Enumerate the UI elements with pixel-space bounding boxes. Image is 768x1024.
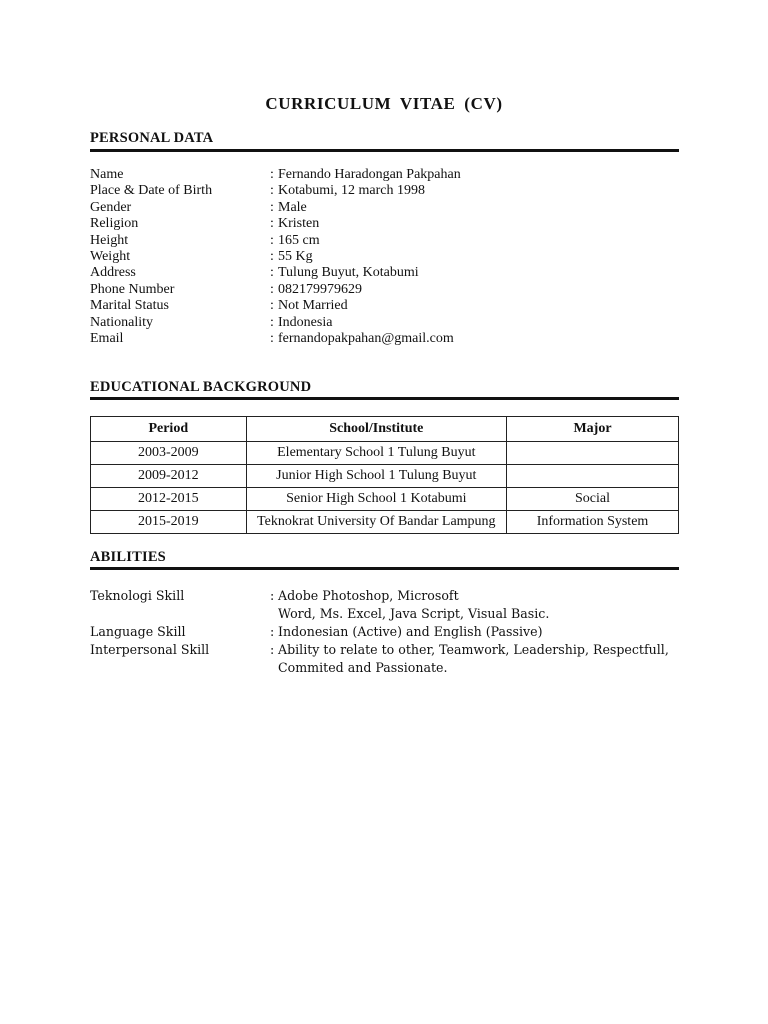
ability-value: Indonesian (Active) and English (Passive) [278, 624, 543, 639]
major-cell [507, 465, 679, 488]
field-label: Religion [90, 216, 139, 232]
education-table [90, 416, 679, 534]
field-value: Indonesia [278, 314, 333, 330]
field-separator: : [270, 298, 274, 314]
abilities-divider [90, 567, 679, 570]
field-value: 082179979629 [278, 281, 362, 297]
field-separator: : [270, 216, 274, 232]
personal-data-divider [90, 149, 679, 152]
ability-row-technology [90, 587, 690, 623]
personal-row-religion [90, 216, 679, 232]
personal-row-address [90, 265, 679, 281]
personal-row-nationality [90, 315, 679, 331]
email-value: fernandopakpahan@gmail.com [278, 330, 454, 346]
personal-row-name [90, 167, 679, 183]
field-separator: : [270, 281, 274, 297]
personal-row-email [90, 331, 679, 347]
column-header-school: School/Institute [246, 417, 506, 442]
field-label: Phone Number [90, 281, 175, 297]
table-row [91, 442, 679, 465]
table-row [91, 488, 679, 511]
field-separator: : [270, 314, 274, 330]
field-label: Weight [90, 248, 131, 264]
school-cell: Senior High School 1 Kotabumi [246, 488, 506, 511]
field-value: Not Married [278, 298, 348, 314]
field-separator: : [270, 588, 275, 603]
field-separator: : [270, 199, 274, 215]
major-cell: Information System [507, 511, 679, 534]
personal-row-marital-status [90, 298, 679, 314]
school-cell: Teknokrat University Of Bandar Lampung [246, 511, 506, 534]
document-title: CURRICULUM VITAE (CV) [265, 94, 503, 113]
field-label: Nationality [90, 314, 153, 330]
field-separator: : [270, 248, 274, 264]
education-heading: EDUCATIONAL BACKGROUND [90, 379, 312, 395]
field-label: Marital Status [90, 298, 169, 314]
ability-value: Adobe Photoshop, Microsoft Word, Ms. Excel, Java Script, Visual Basic. [278, 588, 550, 621]
abilities-list [90, 587, 690, 677]
field-label: Name [90, 167, 124, 182]
field-separator: : [270, 624, 275, 639]
field-value: Kotabumi, 12 march 1998 [278, 183, 425, 199]
column-header-period: Period [91, 417, 247, 442]
period-cell: 2003-2009 [91, 442, 247, 465]
field-label: Address [90, 265, 136, 281]
school-cell: Junior High School 1 Tulung Buyut [246, 465, 506, 488]
column-header-major: Major [507, 417, 679, 442]
table-row [91, 465, 679, 488]
table-header-row [91, 417, 679, 442]
period-cell: 2012-2015 [91, 488, 247, 511]
field-separator: : [270, 232, 274, 248]
personal-row-birth [90, 183, 679, 199]
field-value: Male [278, 199, 307, 215]
personal-data-list [90, 167, 679, 347]
personal-row-gender [90, 200, 679, 216]
abilities-heading: ABILITIES [90, 549, 166, 565]
period-cell: 2015-2019 [91, 511, 247, 534]
ability-label: Interpersonal Skill [90, 642, 210, 657]
field-separator: : [270, 167, 274, 182]
field-label: Email [90, 330, 124, 346]
personal-row-height [90, 233, 679, 249]
field-separator: : [270, 330, 274, 346]
field-value: Kristen [278, 216, 320, 232]
field-value: Fernando Haradongan Pakpahan [278, 167, 461, 182]
ability-row-interpersonal [90, 641, 690, 677]
field-label: Height [90, 232, 129, 248]
major-cell [507, 442, 679, 465]
field-label: Place & Date of Birth [90, 183, 213, 199]
field-value: Tulung Buyut, Kotabumi [278, 265, 419, 281]
field-separator: : [270, 265, 274, 281]
field-value: 55 Kg [278, 248, 313, 264]
field-label: Gender [90, 199, 132, 215]
personal-row-phone [90, 282, 679, 298]
table-row [91, 511, 679, 534]
field-separator: : [270, 183, 274, 199]
field-value: 165 cm [278, 232, 320, 248]
school-cell: Elementary School 1 Tulung Buyut [246, 442, 506, 465]
field-separator: : [270, 642, 275, 657]
education-divider [90, 397, 679, 400]
ability-value: Ability to relate to other, Teamwork, Leadership, Respectfull, Commited and Passionate. [278, 642, 669, 675]
personal-row-weight [90, 249, 679, 265]
ability-row-language [90, 623, 690, 641]
major-cell: Social [507, 488, 679, 511]
ability-label: Language Skill [90, 624, 186, 639]
ability-label: Teknologi Skill [90, 588, 185, 603]
personal-data-heading: PERSONAL DATA [90, 130, 214, 146]
period-cell: 2009-2012 [91, 465, 247, 488]
